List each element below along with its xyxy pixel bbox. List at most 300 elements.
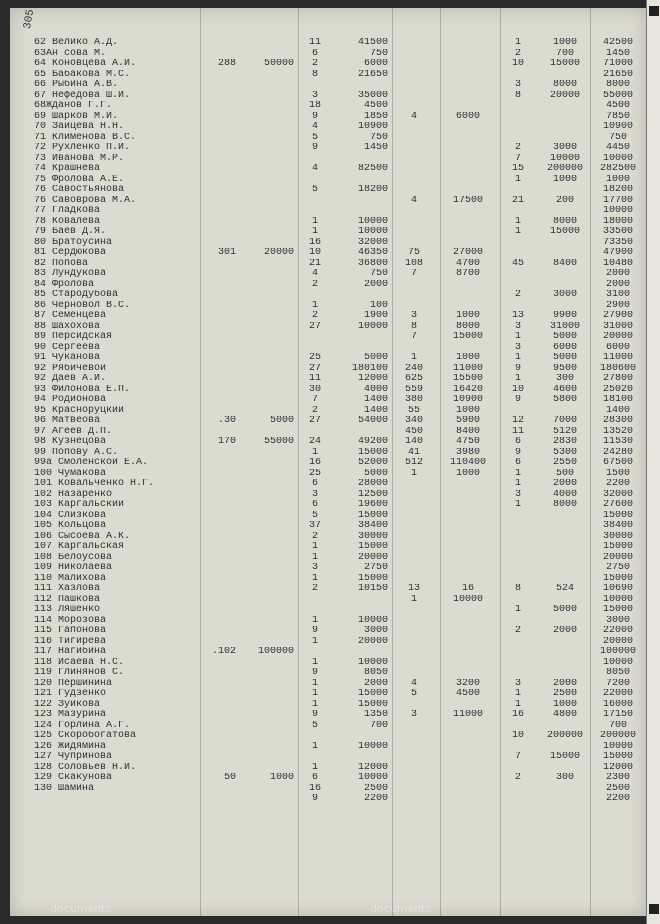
col-count-d: 1 (514, 353, 521, 363)
ledger-row (10, 637, 646, 648)
col-total: 750 (608, 132, 627, 143)
col-total: 38400 (602, 521, 633, 531)
col-total: 6000 (605, 342, 630, 353)
entry-name: 81 Сердюкова (34, 248, 107, 258)
watermark: documents (50, 902, 112, 915)
entry-name: 84 Фролова (34, 279, 95, 290)
col-sum-d: 5000 (552, 353, 577, 363)
col-sum-b: 28000 (357, 479, 388, 489)
col-count-b: 16 (308, 783, 321, 794)
entry-name: 73 Иванова М.Р. (34, 153, 125, 164)
ledger-row (10, 500, 646, 511)
ledger-row (10, 385, 646, 396)
entry-name: 77 Гладкова (34, 206, 101, 216)
col-sum-d: 1000 (552, 38, 577, 48)
col-sum-d: 5000 (552, 332, 577, 342)
ledger-row (10, 626, 646, 637)
col-sum-d: 2830 (552, 437, 577, 447)
entry-name: 87 Семенцева (34, 311, 107, 321)
entry-name: 117 Нагибина (34, 647, 107, 657)
col-sum-b: 36800 (357, 258, 388, 269)
col-count-d: 10 (511, 384, 524, 395)
entry-name: 97 Агеев Д.П. (34, 426, 113, 437)
col-count-b: 5 (311, 720, 318, 731)
entry-name: 68Жданов Г.Г. (34, 101, 113, 111)
col-sum-c: 4700 (455, 258, 480, 269)
ledger-row (10, 458, 646, 469)
col-sum-d: 6000 (552, 342, 577, 353)
col-count-b: 2 (311, 405, 318, 416)
ledger-row (10, 794, 646, 805)
binder-clip (649, 904, 659, 914)
col-total: 4500 (605, 101, 630, 111)
entry-name: 110 Малихова (34, 573, 107, 584)
ledger-row (10, 259, 646, 270)
col-total: 2750 (605, 563, 630, 573)
col-sum-c: 1000 (455, 405, 480, 416)
col-total: 20000 (602, 552, 633, 563)
col-total: 2200 (605, 479, 630, 489)
col-sum-c: 17500 (452, 195, 483, 206)
ledger-row (10, 595, 646, 606)
col-count-d: 9 (514, 447, 521, 458)
entry-name: 91 Чуканова (34, 353, 101, 363)
col-count-d: 21 (511, 195, 524, 206)
col-sum-b: 4500 (363, 101, 388, 111)
col-sum-c: 15000 (452, 332, 483, 342)
entry-name: 130 Шамина (34, 783, 95, 794)
col-sum-d: 5800 (552, 395, 577, 405)
col-sum-b: 10000 (357, 216, 388, 227)
col-total: 12000 (602, 762, 633, 773)
ledger-row (10, 343, 646, 354)
col-count-d: 13 (511, 311, 524, 321)
col-count-b: 27 (308, 321, 321, 332)
col-sum-d: 9900 (552, 311, 577, 321)
col-count-b: 16 (308, 458, 321, 468)
col-sum-d: 20000 (549, 90, 580, 101)
entry-name: 105 Кольцова (34, 521, 107, 531)
ledger-row (10, 364, 646, 375)
col-sum-b: 10000 (357, 227, 388, 237)
col-sum-d: 8000 (552, 500, 577, 510)
entry-name: 93 Филонова Е.П. (34, 384, 131, 395)
col-sum-b: 10000 (357, 321, 388, 332)
entry-name: 113 Ляшенко (34, 605, 101, 615)
ledger-row (10, 122, 646, 133)
col-sum-d: 15000 (549, 227, 580, 237)
col-total: 100000 (599, 647, 636, 657)
entry-name: 80 Братоусина (34, 237, 113, 248)
col-count-d: 10 (511, 59, 524, 69)
col-sum-b: 10000 (357, 741, 388, 752)
col-count-a: 170 (217, 437, 236, 447)
col-total: 47900 (602, 248, 633, 258)
col-sum-a: 5000 (269, 416, 294, 426)
col-sum-b: 52000 (357, 458, 388, 468)
col-total: 2000 (605, 279, 630, 290)
col-count-d: 9 (514, 363, 521, 374)
col-count-b: 1 (311, 216, 318, 227)
col-sum-b: 5000 (363, 468, 388, 479)
ledger-row (10, 101, 646, 112)
col-sum-b: 15000 (357, 510, 388, 521)
col-total: 2000 (605, 269, 630, 279)
col-count-d: 1 (514, 38, 521, 48)
col-total: 7200 (605, 678, 630, 689)
col-count-c: 559 (404, 384, 423, 395)
col-total: 15000 (602, 510, 633, 521)
col-total: 71000 (602, 59, 633, 69)
col-sum-b: 20000 (357, 636, 388, 647)
col-total: 20000 (602, 636, 633, 647)
col-sum-b: 10900 (357, 122, 388, 132)
ledger-row (10, 38, 646, 49)
col-count-d: 16 (511, 710, 524, 720)
col-total: 55000 (602, 90, 633, 101)
col-total: 17150 (602, 710, 633, 720)
entry-name: 116 Тигирева (34, 636, 107, 647)
col-total: 2300 (605, 773, 630, 783)
col-sum-d: 8000 (552, 216, 577, 227)
ledger-row (10, 206, 646, 217)
entry-name: 108 Белоусова (34, 552, 113, 563)
col-total: 27900 (602, 311, 633, 321)
col-count-b: 1 (311, 615, 318, 626)
col-sum-b: 49200 (357, 437, 388, 447)
ledger-row (10, 143, 646, 154)
entry-name: 118 Исаева Н.С. (34, 657, 125, 668)
ledger-row (10, 185, 646, 196)
entry-name: 122 Зуйкова (34, 699, 101, 710)
col-total: 17700 (602, 195, 633, 206)
entry-name: 126 Жидямина (34, 741, 107, 752)
col-count-d: 2 (514, 143, 521, 153)
col-count-a: .30 (217, 416, 236, 426)
col-total: 67500 (602, 458, 633, 468)
col-sum-d: 200000 (546, 731, 583, 741)
col-sum-d: 200000 (546, 164, 583, 174)
col-sum-b: 32000 (357, 237, 388, 248)
ledger-row (10, 322, 646, 333)
ledger-row (10, 616, 646, 627)
col-sum-b: 15000 (357, 542, 388, 552)
col-count-d: 1 (514, 332, 521, 342)
col-count-b: 2 (311, 531, 318, 542)
col-count-c: 3 (410, 710, 417, 720)
entry-name: 70 Зайцева Н.Н. (34, 122, 125, 132)
col-total: 10690 (602, 584, 633, 594)
col-sum-b: 2200 (363, 794, 388, 804)
ledger-row (10, 511, 646, 522)
col-sum-d: 1000 (552, 174, 577, 185)
col-count-d: 8 (514, 90, 521, 101)
entry-name: 86 Черновол В.С. (34, 300, 131, 311)
col-total: 7850 (605, 111, 630, 122)
col-count-b: 1 (311, 657, 318, 668)
col-count-d: 2 (514, 773, 521, 783)
ledger-row (10, 374, 646, 385)
col-count-b: 11 (308, 38, 321, 48)
col-count-d: 2 (514, 290, 521, 300)
col-sum-c: 11000 (452, 710, 483, 720)
col-sum-d: 15000 (549, 59, 580, 69)
col-count-b: 24 (308, 437, 321, 447)
col-count-b: 6 (311, 48, 318, 59)
col-sum-b: 10000 (357, 615, 388, 626)
ledger-row (10, 773, 646, 784)
entry-name: 129 Скакунова (34, 773, 113, 783)
col-sum-b: 1450 (363, 143, 388, 153)
ledger-row (10, 80, 646, 91)
col-sum-b: 2500 (363, 783, 388, 794)
col-total: 28300 (602, 416, 633, 426)
col-total: 18000 (602, 216, 633, 227)
watermark: documents (370, 902, 432, 915)
entry-name: 115 Гапонова (34, 626, 107, 636)
col-sum-b: 1400 (363, 395, 388, 405)
col-count-b: 1 (311, 447, 318, 458)
col-sum-d: 3000 (552, 290, 577, 300)
col-count-d: 1 (514, 374, 521, 384)
entry-name: 128 Соловьев Н.И. (34, 762, 137, 773)
entry-name: 98 Кузнецова (34, 437, 107, 447)
col-sum-d: 2000 (552, 479, 577, 489)
col-sum-c: 27000 (452, 248, 483, 258)
col-count-d: 8 (514, 584, 521, 594)
col-total: 27600 (602, 500, 633, 510)
col-total: 25020 (602, 384, 633, 395)
col-sum-c: 4500 (455, 689, 480, 699)
col-count-b: 30 (308, 384, 321, 395)
col-sum-b: 18200 (357, 185, 388, 195)
col-sum-a: 100000 (257, 647, 294, 657)
entry-name: 125 Скоробогатова (34, 731, 137, 741)
ledger-row (10, 248, 646, 259)
ledger-row (10, 175, 646, 186)
col-sum-b: 180100 (351, 363, 388, 374)
entry-name: 64 Коновцева А.И. (34, 59, 137, 69)
ledger-row (10, 658, 646, 669)
col-count-d: 1 (514, 174, 521, 185)
entry-name: 66 Рыбина А.В. (34, 80, 119, 90)
col-count-b: 7 (311, 395, 318, 405)
col-sum-d: 4600 (552, 384, 577, 395)
ledger-row (10, 154, 646, 165)
col-count-d: 3 (514, 321, 521, 332)
col-count-c: 1 (410, 594, 417, 605)
col-count-b: 3 (311, 90, 318, 101)
col-sum-d: 31000 (549, 321, 580, 332)
col-count-b: 1 (311, 542, 318, 552)
col-count-b: 4 (311, 164, 318, 174)
col-total: 2900 (605, 300, 630, 311)
col-count-b: 1 (311, 636, 318, 647)
col-sum-d: 5000 (552, 605, 577, 615)
col-sum-b: 41500 (357, 38, 388, 48)
col-count-b: 10 (308, 248, 321, 258)
col-total: 13520 (602, 426, 633, 437)
col-sum-b: 750 (369, 269, 388, 279)
col-count-b: 16 (308, 237, 321, 248)
col-count-b: 4 (311, 269, 318, 279)
col-count-b: 1 (311, 678, 318, 689)
entry-name: 67 Нефедова Ш.И. (34, 90, 131, 101)
col-count-c: 380 (404, 395, 423, 405)
col-sum-d: 200 (555, 195, 574, 206)
col-sum-c: 6000 (455, 111, 480, 122)
ledger-row (10, 301, 646, 312)
entry-name: 111 Хазлова (34, 584, 101, 594)
col-count-b: 3 (311, 563, 318, 573)
entry-name: 94 Родионова (34, 395, 107, 405)
col-count-d: 7 (514, 752, 521, 762)
col-count-b: 1 (311, 741, 318, 752)
col-sum-c: 1000 (455, 311, 480, 321)
col-sum-c: 8000 (455, 321, 480, 332)
ledger-row (10, 448, 646, 459)
col-sum-b: 5000 (363, 353, 388, 363)
col-count-d: 15 (511, 164, 524, 174)
col-count-c: 340 (404, 416, 423, 426)
ledger-row (10, 311, 646, 322)
ledger-row (10, 112, 646, 123)
col-count-b: 1 (311, 762, 318, 773)
entry-name: 62 Велико А.Д. (34, 38, 119, 48)
ledger-row (10, 238, 646, 249)
entry-name: 79 Баев Д.Я. (34, 227, 107, 237)
col-sum-b: 1400 (363, 405, 388, 416)
col-total: 15000 (602, 573, 633, 584)
col-total: 1450 (605, 48, 630, 59)
col-sum-d: 500 (555, 468, 574, 479)
col-sum-c: 110400 (449, 458, 486, 468)
col-sum-b: 15000 (357, 699, 388, 710)
entry-name: 99а Смоленской Е.А. (34, 458, 149, 468)
col-count-a: 288 (217, 59, 236, 69)
col-total: 22000 (602, 626, 633, 636)
col-sum-b: 15000 (357, 447, 388, 458)
col-count-d: 9 (514, 395, 521, 405)
ledger-row (10, 269, 646, 280)
col-count-b: 4 (311, 122, 318, 132)
entry-name: 83 Лундукова (34, 269, 107, 279)
col-total: 24280 (602, 447, 633, 458)
col-count-c: 55 (407, 405, 420, 416)
ledger-row (10, 164, 646, 175)
entry-name: 72 Рухленко П.И. (34, 143, 131, 153)
col-sum-b: 38400 (357, 521, 388, 531)
col-total: 15000 (602, 752, 633, 762)
col-count-b: 18 (308, 101, 321, 111)
col-sum-d: 300 (555, 374, 574, 384)
ledger-row (10, 668, 646, 679)
col-total: 10000 (602, 206, 633, 216)
col-count-b: 2 (311, 59, 318, 69)
col-sum-c: 1000 (455, 468, 480, 479)
col-total: 15000 (602, 542, 633, 552)
ledger-row (10, 752, 646, 763)
ledger-row (10, 290, 646, 301)
entry-name: 109 Николаева (34, 563, 113, 573)
col-count-b: 9 (311, 710, 318, 720)
col-count-c: 5 (410, 689, 417, 699)
col-count-d: 11 (511, 426, 524, 437)
col-count-c: 4 (410, 195, 417, 206)
col-sum-d: 5300 (552, 447, 577, 458)
col-count-b: 1 (311, 699, 318, 710)
col-total: 1000 (605, 174, 630, 185)
col-sum-d: 10000 (549, 153, 580, 164)
col-total: 180600 (599, 363, 636, 374)
col-total: 3000 (605, 615, 630, 626)
col-sum-b: 750 (369, 48, 388, 59)
col-count-b: 27 (308, 416, 321, 426)
ledger-row (10, 437, 646, 448)
col-total: 10900 (602, 122, 633, 132)
ledger-row (10, 70, 646, 81)
col-count-b: 1 (311, 300, 318, 311)
col-count-c: 4 (410, 678, 417, 689)
entry-name: 92 Рябичевой (34, 363, 107, 374)
ledger-row (10, 679, 646, 690)
entry-name: 104 Слизкова (34, 510, 107, 521)
col-total: 10000 (602, 594, 633, 605)
col-sum-d: 5120 (552, 426, 577, 437)
col-total: 8000 (605, 80, 630, 90)
col-sum-b: 20000 (357, 552, 388, 563)
col-count-d: 12 (511, 416, 524, 426)
ledger-row (10, 742, 646, 753)
col-sum-b: 1350 (363, 710, 388, 720)
col-total: 1400 (605, 405, 630, 416)
col-sum-a: 55000 (263, 437, 294, 447)
ledger-row (10, 427, 646, 438)
col-count-c: 625 (404, 374, 423, 384)
entry-name: 90 Сергеева (34, 342, 101, 353)
col-sum-b: 8050 (363, 668, 388, 678)
col-sum-b: 15000 (357, 689, 388, 699)
col-sum-d: 700 (555, 48, 574, 59)
col-count-c: 140 (404, 437, 423, 447)
col-count-b: 3 (311, 489, 318, 500)
col-sum-b: 750 (369, 132, 388, 143)
entry-name: 112 Пашкова (34, 594, 101, 605)
col-sum-b: 30000 (357, 531, 388, 542)
col-count-b: 6 (311, 773, 318, 783)
entry-name: 76 Савостьянова (34, 185, 125, 195)
col-total: 4450 (605, 143, 630, 153)
col-count-c: 7 (410, 269, 417, 279)
col-sum-b: 54000 (357, 416, 388, 426)
entry-name: 99 Попову А.С. (34, 447, 119, 458)
col-sum-b: 12000 (357, 762, 388, 773)
col-count-d: 3 (514, 342, 521, 353)
col-sum-c: 15500 (452, 374, 483, 384)
ledger-row (10, 584, 646, 595)
col-count-d: 3 (514, 80, 521, 90)
col-sum-b: 1850 (363, 111, 388, 122)
col-total: 18100 (602, 395, 633, 405)
entry-name: 103 Каргальский (34, 500, 125, 510)
col-count-d: 1 (514, 216, 521, 227)
binding-strip (646, 0, 660, 924)
col-sum-c: 3200 (455, 678, 480, 689)
ledger-rows (10, 38, 646, 805)
col-sum-c: 5900 (455, 416, 480, 426)
ledger-sheet (10, 8, 646, 916)
entry-name: 119 Глинянов С. (34, 668, 125, 678)
